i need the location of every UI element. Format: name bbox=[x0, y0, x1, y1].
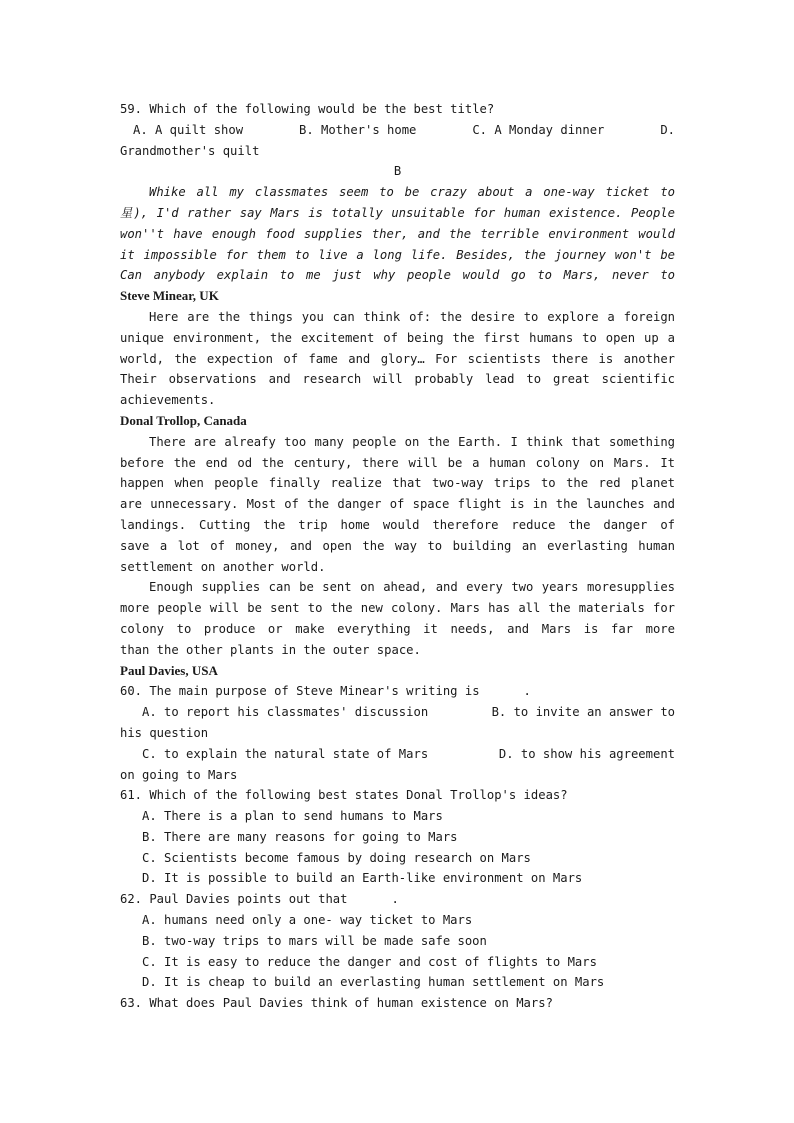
q62-stem-line bbox=[120, 889, 675, 910]
q60-stem-line bbox=[120, 681, 675, 702]
q59-stem: 59. Which of the following would be the best title? bbox=[120, 102, 495, 116]
passage3-line: happen when people finally realize that two-way trips to the red planet bbox=[120, 476, 675, 491]
passage1-line: Whike all my classmates seem to be crazy about a one-way ticket to bbox=[149, 185, 675, 200]
q60-option-a: A. to report his classmates' discussion bbox=[142, 705, 429, 720]
passage3-line: before the end od the century, there will be a human colony on Mars. It bbox=[120, 455, 675, 470]
passage3-line: than the other plants in the outer space. bbox=[120, 642, 421, 657]
passage3-line: landings. Cutting the trip home would therefore reduce the danger of bbox=[120, 517, 675, 532]
q62-option-b: B. two-way trips to mars will be made safe soon bbox=[142, 933, 487, 948]
q59-option-c: C. A Monday dinner bbox=[472, 122, 605, 137]
q60-option-b-cont: his question bbox=[120, 725, 209, 740]
q59-options bbox=[120, 120, 675, 141]
section-label: B bbox=[393, 164, 402, 179]
passage2-line: world, the expection of fame and glory… For scientists there is another bbox=[120, 351, 675, 366]
passage2-line: Here are the things you can think of: the desire to explore a foreign bbox=[149, 309, 675, 324]
q60-option-c: C. to explain the natural state of Mars bbox=[142, 746, 429, 761]
passage1-line: Can anybody explain to me just why people would go to Mars, never to bbox=[120, 268, 675, 283]
q59-option-d-cont: Grandmother's quilt bbox=[120, 143, 260, 158]
q62-stem: 62. Paul Davies points out that bbox=[120, 892, 348, 907]
q60-options-row1 bbox=[120, 702, 675, 723]
q61-option-b: B. There are many reasons for going to Mars bbox=[142, 829, 458, 844]
passage1-author: Steve Minear, UK bbox=[120, 288, 219, 304]
q62-option-d: D. It is cheap to build an everlasting human settlement on Mars bbox=[142, 975, 605, 990]
passage2-line: Their observations and research will probably lead to great scientific bbox=[120, 372, 675, 387]
passage2-line: unique environment, the excitement of being the first humans to open up a bbox=[120, 330, 675, 345]
passage3-line: save a lot of money, and open the way to building an everlasting human bbox=[120, 538, 675, 553]
q60-stem: 60. The main purpose of Steve Minear's writing is bbox=[120, 684, 480, 699]
passage1-line: it impossible for them to live a long life. Besides, the journey won't be bbox=[120, 247, 675, 262]
passage3-line: Enough supplies can be sent on ahead, and every two years moresupplies bbox=[149, 580, 675, 595]
q60-stem-end: . bbox=[523, 684, 531, 699]
passage3-line: settlement on another world. bbox=[120, 559, 326, 574]
passage3-line: are unnecessary. Most of the danger of space flight is in the launches and bbox=[120, 497, 675, 512]
passage2-author: Donal Trollop, Canada bbox=[120, 412, 247, 428]
q62-option-c: C. It is easy to reduce the danger and cost of flights to Mars bbox=[142, 954, 597, 969]
q59-option-d: D. bbox=[660, 122, 675, 137]
q60-option-d-cont: on going to Mars bbox=[120, 767, 238, 782]
q61-option-d: D. It is possible to build an Earth-like environment on Mars bbox=[142, 871, 583, 886]
passage2-line: achievements. bbox=[120, 393, 216, 408]
exam-page bbox=[120, 99, 675, 1014]
q59-option-b: B. Mother's home bbox=[298, 122, 417, 137]
passage3-line: There are alreafy too many people on the Earth. I think that something bbox=[149, 434, 675, 449]
passage3-line: colony to produce or make everything it needs, and Mars is far more bbox=[120, 621, 675, 636]
q61-option-a: A. There is a plan to send humans to Mars bbox=[142, 809, 443, 824]
passage1-line: 星), I'd rather say Mars is totally unsuitable for human existence. People bbox=[120, 205, 675, 220]
q63-stem: 63. What does Paul Davies think of human existence on Mars? bbox=[120, 996, 553, 1011]
q61-stem: 61. Which of the following best states Donal Trollop's ideas? bbox=[120, 788, 568, 803]
q60-option-b: B. to invite an answer to bbox=[491, 705, 675, 720]
q62-option-a: A. humans need only a one- way ticket to Mars bbox=[142, 913, 473, 928]
q60-options-row2 bbox=[120, 744, 675, 765]
passage1-line: won''t have enough food supplies ther, and the terrible environment would bbox=[120, 226, 675, 241]
passage3-line: more people will be sent to the new colony. Mars has all the materials for bbox=[120, 601, 675, 616]
q62-stem-end: . bbox=[391, 892, 399, 907]
q61-option-c: C. Scientists become famous by doing research on Mars bbox=[142, 850, 531, 865]
q59-option-a: A. A quilt show bbox=[133, 122, 244, 137]
passage3-author: Paul Davies, USA bbox=[120, 662, 218, 678]
q60-option-d: D. to show his agreement bbox=[498, 746, 675, 761]
